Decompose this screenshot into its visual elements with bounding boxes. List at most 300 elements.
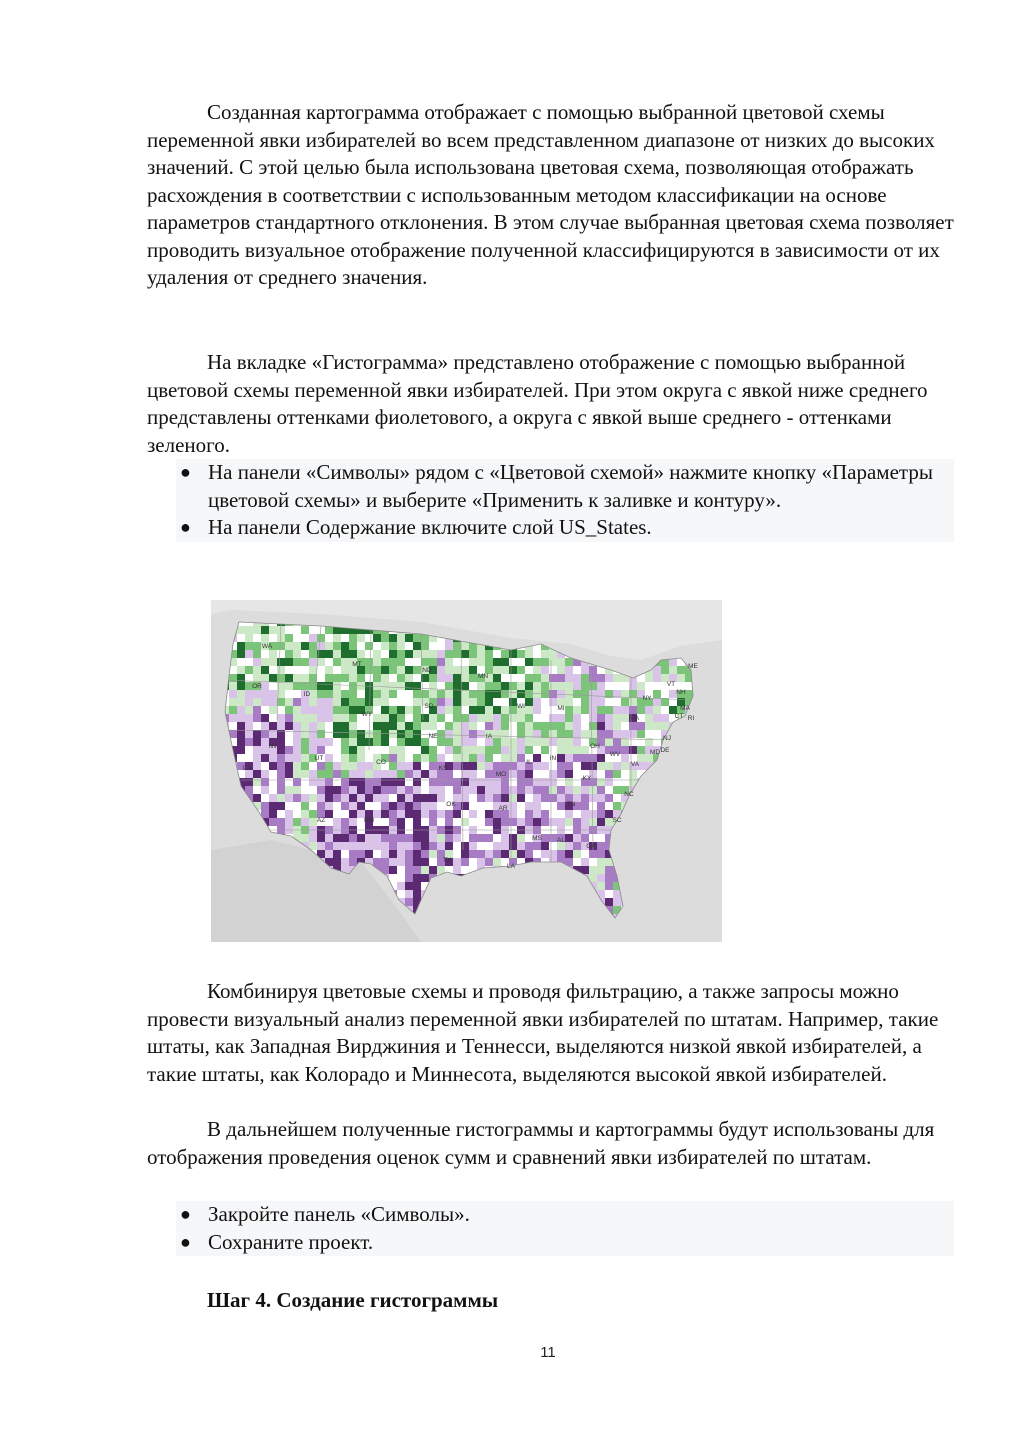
county-cell [485,786,493,794]
county-cell [365,722,373,730]
county-cell [405,858,413,866]
county-cell [349,834,357,842]
county-cell [597,866,605,874]
county-cell [485,754,493,762]
county-cell [373,650,381,658]
county-cell [469,794,477,802]
county-cell [621,706,629,714]
county-cell [557,786,565,794]
county-cell [533,706,541,714]
county-cell [477,778,485,786]
county-cell [493,834,501,842]
county-cell [405,810,413,818]
county-cell [533,802,541,810]
county-cell [501,722,509,730]
county-cell [629,706,637,714]
county-cell [293,674,301,682]
county-cell [581,706,589,714]
state-label-la: LA [507,863,515,870]
county-cell [501,674,509,682]
county-cell [285,778,293,786]
county-cell [565,658,573,666]
county-cell [637,682,645,690]
county-cell [461,650,469,658]
county-cell [597,762,605,770]
county-cell [325,770,333,778]
county-cell [381,674,389,682]
county-cell [229,722,237,730]
county-cell [565,786,573,794]
county-cell [397,858,405,866]
county-cell [317,674,325,682]
county-cell [605,706,613,714]
paragraph-histogram-tab: На вкладке «Гистограмма» представлено отображение с помощью выбранной цветовой схемы переменной явки избирателей. При этом округа с явкой ниже среднего представлены оттенками фиолетового, а округа с явкой выше среднего - оттенками зеленого. [147,350,928,457]
county-cell [253,778,261,786]
county-cell [429,722,437,730]
county-cell [349,706,357,714]
county-cell [429,714,437,722]
county-cell [581,730,589,738]
county-cell [645,706,653,714]
county-cell [301,650,309,658]
county-cell [269,722,277,730]
state-label-ia: IA [485,733,493,740]
county-cell [277,786,285,794]
county-cell [485,858,493,866]
county-cell [333,650,341,658]
state-label-wa: WA [261,643,273,650]
county-cell [469,786,477,794]
county-cell [589,706,597,714]
county-cell [333,682,341,690]
county-cell [541,650,549,658]
county-cell [301,810,309,818]
county-cell [605,898,613,906]
county-cell [517,802,525,810]
county-cell [269,778,277,786]
county-cell [597,698,605,706]
county-cell [229,674,237,682]
county-cell [549,810,557,818]
county-cell [549,850,557,858]
county-cell [253,650,261,658]
county-cell [557,810,565,818]
county-cell [285,762,293,770]
county-cell [677,666,685,674]
county-cell [445,674,453,682]
county-cell [349,778,357,786]
county-cell [605,714,613,722]
county-cell [541,770,549,778]
county-cell [461,818,469,826]
county-cell [261,770,269,778]
county-cell [397,682,405,690]
county-cell [477,794,485,802]
county-cell [381,834,389,842]
county-cell [517,786,525,794]
county-cell [373,706,381,714]
county-cell [309,802,317,810]
county-cell [517,834,525,842]
county-cell [541,794,549,802]
county-cell [517,714,525,722]
county-cell [581,858,589,866]
county-cell [357,746,365,754]
county-cell [589,794,597,802]
county-cell [261,802,269,810]
county-cell [565,682,573,690]
county-cell [637,730,645,738]
county-cell [445,666,453,674]
county-cell [533,762,541,770]
county-cell [309,634,317,642]
county-cell [613,778,621,786]
county-cell [357,802,365,810]
state-label-va: VA [630,761,640,768]
county-cell [477,754,485,762]
county-cell [493,658,501,666]
county-cell [261,650,269,658]
county-cell [413,890,421,898]
county-cell [381,778,389,786]
county-cell [229,706,237,714]
county-cell [525,682,533,690]
county-cell [413,786,421,794]
county-cell [581,666,589,674]
county-cell [389,682,397,690]
county-cell [397,890,405,898]
county-cell [541,674,549,682]
county-cell [381,682,389,690]
county-cell [365,698,373,706]
county-cell [557,762,565,770]
county-cell [589,722,597,730]
county-cell [421,786,429,794]
county-cell [413,754,421,762]
county-cell [317,730,325,738]
county-cell [581,834,589,842]
county-cell [509,674,517,682]
state-label-ct: CT [674,713,684,720]
county-cell [357,778,365,786]
county-cell [237,714,245,722]
county-cell [565,698,573,706]
county-cell [597,810,605,818]
county-cell [477,658,485,666]
page-number: 11 [540,1344,556,1361]
county-cell [413,834,421,842]
county-cell [573,714,581,722]
state-label-id: ID [303,691,311,698]
county-cell [277,674,285,682]
county-cell [581,802,589,810]
county-cell [397,746,405,754]
county-cell [533,786,541,794]
county-cell [421,746,429,754]
county-cell [525,842,533,850]
list-item: ● Сохраните проект. [176,1229,954,1257]
county-cell [413,722,421,730]
county-cell [509,722,517,730]
state-label-md: MD [649,749,661,756]
county-cell [397,762,405,770]
county-cell [413,658,421,666]
county-cell [573,754,581,762]
county-cell [533,770,541,778]
county-cell [597,674,605,682]
county-cell [389,642,397,650]
county-cell [389,746,397,754]
county-cell [341,642,349,650]
county-cell [413,866,421,874]
county-cell [389,698,397,706]
county-cell [581,682,589,690]
county-cell [293,794,301,802]
county-cell [413,698,421,706]
county-cell [373,642,381,650]
county-cell [541,834,549,842]
county-cell [285,666,293,674]
county-cell [581,714,589,722]
county-cell [581,866,589,874]
county-cell [477,842,485,850]
county-cell [293,690,301,698]
county-cell [389,714,397,722]
county-cell [501,738,509,746]
county-cell [597,794,605,802]
county-cell [253,738,261,746]
county-cell [397,786,405,794]
county-cell [405,770,413,778]
county-cell [557,674,565,682]
county-cell [245,730,253,738]
county-cell [605,698,613,706]
county-cell [541,850,549,858]
county-cell [597,730,605,738]
county-cell [301,698,309,706]
county-cell [325,658,333,666]
county-cell [405,794,413,802]
county-cell [325,738,333,746]
county-cell [413,674,421,682]
county-cell [341,842,349,850]
county-cell [533,746,541,754]
county-cell [357,850,365,858]
county-cell [237,634,245,642]
county-cell [301,730,309,738]
county-cell [629,698,637,706]
county-cell [581,762,589,770]
state-label-mo: MO [495,771,507,778]
county-cell [477,698,485,706]
county-cell [509,698,517,706]
county-cell [469,746,477,754]
county-cell [565,762,573,770]
county-cell [629,690,637,698]
county-cell [245,778,253,786]
county-cell [325,682,333,690]
county-cell [333,634,341,642]
county-cell [245,754,253,762]
county-cell [445,698,453,706]
county-cell [509,842,517,850]
county-cell [541,666,549,674]
county-cell [261,658,269,666]
state-label-ga: GA [586,843,596,850]
county-cell [285,794,293,802]
county-cell [429,810,437,818]
county-cell [325,642,333,650]
county-cell [461,834,469,842]
county-cell [565,746,573,754]
county-cell [453,810,461,818]
county-cell [317,842,325,850]
county-cell [261,674,269,682]
paragraph-combination: Комбинируя цветовые схемы и проводя фильтрацию, а также запросы можно провести визуальный анализ переменной явки избирателей по штатам. Например, такие штаты, как Западная Вирджиния и Теннесси, выделяются низкой явкой избирателей, а такие штаты, как Колорадо и Миннесота, выделяются высокой явкой избирателей. [147,979,939,1086]
county-cell [501,746,509,754]
county-cell [397,850,405,858]
county-cell [381,858,389,866]
county-cell [405,714,413,722]
county-cell [485,834,493,842]
county-cell [389,650,397,658]
county-cell [477,810,485,818]
county-cell [501,850,509,858]
county-cell [589,690,597,698]
county-cell [589,866,597,874]
county-cell [261,698,269,706]
county-cell [237,650,245,658]
county-cell [365,650,373,658]
county-cell [365,642,373,650]
us-county-turnout-map [211,600,722,942]
county-cell [341,682,349,690]
county-cell [557,794,565,802]
county-cell [629,746,637,754]
county-cell [381,690,389,698]
county-cell [429,834,437,842]
county-cell [453,714,461,722]
county-cell [437,642,445,650]
county-cell [525,714,533,722]
county-cell [501,762,509,770]
county-cell [317,770,325,778]
county-cell [373,834,381,842]
county-cell [509,818,517,826]
county-cell [661,666,669,674]
county-cell [413,666,421,674]
county-cell [453,858,461,866]
county-cell [509,810,517,818]
county-cell [525,690,533,698]
county-cell [373,634,381,642]
county-cell [301,706,309,714]
county-cell [453,762,461,770]
county-cell [269,658,277,666]
county-cell [533,698,541,706]
county-cell [269,762,277,770]
county-cell [437,682,445,690]
county-cell [533,722,541,730]
county-cell [301,626,309,634]
county-cell [469,842,477,850]
county-cell [517,842,525,850]
county-cell [581,738,589,746]
county-cell [613,786,621,794]
county-cell [493,762,501,770]
county-cell [509,786,517,794]
county-cell [237,658,245,666]
county-cell [357,794,365,802]
county-cell [597,722,605,730]
county-cell [381,650,389,658]
county-cell [365,690,373,698]
county-cell [285,690,293,698]
county-cell [429,690,437,698]
paragraph-further-use: В дальнейшем полученные гистограммы и картограммы будут использованы для отображения проведения оценок сумм и сравнений явки избирателей по штатам. [147,1117,935,1169]
county-cell [573,786,581,794]
county-cell [605,722,613,730]
county-cell [333,802,341,810]
county-cell [349,794,357,802]
county-cell [557,770,565,778]
county-cell [317,658,325,666]
county-cell [525,746,533,754]
county-cell [389,762,397,770]
county-cell [493,690,501,698]
state-label-ms: MS [532,835,542,842]
county-cell [653,682,661,690]
county-cell [421,770,429,778]
county-cell [589,754,597,762]
county-cell [637,722,645,730]
county-cell [269,786,277,794]
county-cell [309,738,317,746]
county-cell [253,690,261,698]
state-label-az: AZ [316,817,326,824]
county-cell [581,850,589,858]
county-cell [509,714,517,722]
county-cell [533,714,541,722]
county-cell [541,842,549,850]
county-cell [605,882,613,890]
county-cell [469,738,477,746]
county-cell [453,818,461,826]
county-cell [389,810,397,818]
county-cell [437,802,445,810]
county-cell [229,690,237,698]
county-cell [565,810,573,818]
county-cell [277,738,285,746]
county-cell [269,770,277,778]
county-cell [429,802,437,810]
county-cell [261,706,269,714]
county-cell [405,890,413,898]
county-cell [597,778,605,786]
county-cell [461,706,469,714]
county-cell [637,706,645,714]
county-cell [453,698,461,706]
county-cell [397,874,405,882]
county-cell [373,802,381,810]
county-cell [405,762,413,770]
county-cell [365,666,373,674]
county-cell [565,834,573,842]
county-cell [461,642,469,650]
county-cell [349,818,357,826]
county-cell [597,834,605,842]
county-cell [581,674,589,682]
